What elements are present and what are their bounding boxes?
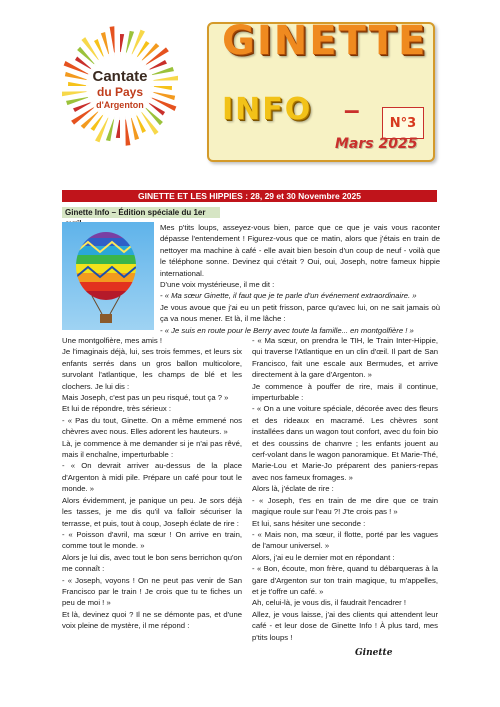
paragraph: Alors là, j'éclate de rire : <box>252 484 334 494</box>
paragraph: Et là, devinez quoi ? Il ne se démonte pas, et d'une voix pleine de mystère, il me répond : <box>62 609 242 631</box>
cantate-logo <box>62 8 178 158</box>
paragraph: - « Joseph, voyons ! On ne peut pas venir de San Francisco par le train ! Je crois que tu te fiches un peu de moi ! » <box>62 575 242 608</box>
paragraph: Ah, celui-là, je vous dis, il faudrait l'encadrer ! <box>252 598 407 608</box>
paragraph: Et lui de répondre, très sérieux : <box>62 404 171 414</box>
article-column-right <box>252 335 438 643</box>
edition-subheading: Ginette Info – Édition spéciale du 1er <box>62 207 220 218</box>
paragraph: - « Bon, écoute, mon frère, quand tu débarqueras à la gare d'Argenton sur ton train magique, tu m'appelles, et je t'offre un café. » <box>252 564 438 596</box>
paragraph: Alors évidemment, je panique un peu. Je sors déjà les tasses, je me dis qu'il va falloir sécuriser la terrasse, et puis, tout à coup, Joseph éclate de rire : <box>62 495 242 528</box>
logo-line-1: Cantate <box>92 68 148 85</box>
intro-text <box>160 222 440 336</box>
sunburst-ray <box>77 47 97 67</box>
article-column-left <box>62 335 242 632</box>
paragraph: Alors je lui dis, avec tout le bon sens berrichon qu'on me connaît : <box>62 552 242 574</box>
sunburst-ray <box>143 105 163 125</box>
paragraph: - « Joseph, t'es en train de me dire que ce train magique roule sur l'eau ?! J'te crois pas ! » <box>252 495 438 517</box>
sunburst-ray <box>81 109 101 129</box>
paragraph: Je l'imaginais déjà, lui, ses trois femmes, et leurs six enfants serrés dans un gros ballon multicolore, survolant l'atlantique, les champs de blé et les clochers. Je lui dis : <box>62 347 242 391</box>
paragraph: D'une voix mystérieuse, il me dit : <box>160 280 275 290</box>
paragraph: - « Ma sœur, on prendra le TIH, le Train Inter-Hippie, qui traverse l'Atlantique en un clin d'œil. Il part de San Francisco, fait une escale aux Bermudes, et arrive directement à la gare d'Argenton. » <box>252 336 438 380</box>
paragraph: Alors, j'ai eu le dernier mot en répondant : <box>252 552 395 562</box>
paragraph: - « On devrait arriver au-dessus de la place d'Argenton à midi pile. Prépare un café pour tout le monde. » <box>62 461 242 494</box>
paragraph: - « Poisson d'avril, ma sœur ! On arrive en train, comme tout le monde. » <box>62 529 242 551</box>
event-banner: GINETTE ET LES HIPPIES : 28, 29 et 30 Novembre 2025 <box>62 190 437 202</box>
paragraph: Mes p'tits loups, asseyez-vous bien, parce que ce que je vais vous raconter dépasse l'entendement ! Figurez-vous que ce matin, alors que j'étais en train de nettoyer ma machine à café - elle avait bien besoin d'un coup de neuf - voilà que le téléphone sonne. Devinez qui c'était ? Oui, oui, Joseph, notre fameux hippie international. <box>160 223 440 278</box>
sunburst-ray <box>139 43 159 63</box>
title-info: INFO <box>222 92 313 127</box>
sunburst-ray <box>110 26 115 56</box>
paragraph: Une montgolfière, mes amis ! <box>62 336 162 345</box>
signature: Ginette <box>355 648 393 658</box>
paragraph: Je commence à pouffer de rire, mais il continue, imperturbable : <box>252 381 438 403</box>
title-ginette: GINETTE <box>222 18 428 64</box>
paragraph: - « Mais non, ma sœur, il flotte, porté par les vagues de l'amour universel. » <box>252 529 438 551</box>
issue-date: Mars 2025 <box>335 136 418 152</box>
sunburst-ray <box>150 76 178 81</box>
paragraph: Là, je commence à me demander si je n'ai pas rêvé, mais il enchaîne, imperturbable : <box>62 438 242 460</box>
paragraph: - « Pas du tout, Ginette. On a même emmené nos chèvres avec nous. Elles adorent les hauteurs. » <box>62 415 242 437</box>
paragraph: - « Je suis en route pour le Berry avec toute la famille... en montgolfière ! » <box>160 325 414 335</box>
issue-number-badge: N°3 <box>382 107 424 139</box>
paragraph: - « On a une voiture spéciale, décorée avec des fleurs et des rideaux en macramé. Les chèvres sont installées dans un wagon tout confort, avec du foin bio et des coussins de chanvre ; les enfants jouent au cerf-volant dans le wagon panoramique. Et Marie-Thé, Marie-Lou et Marie-Jo préparent des paniers-repas avec nos fameux fromages. » <box>252 404 438 482</box>
sunburst-ray <box>62 91 90 96</box>
paragraph: Mais Joseph, c'est pas un peu risqué, tout ça ? » <box>62 393 229 403</box>
logo-line-3: d'Argenton <box>96 100 144 110</box>
paragraph: Allez, je vous laisse, j'ai des clients qui attendent leur café - et leur dose de Ginette Info ! À plus tard, mes p'tits loups ! <box>252 609 438 642</box>
sunburst-ray <box>125 116 130 146</box>
paragraph: - « Ma sœur Ginette, il faut que je te parle d'un événement extraordinaire. » <box>160 291 417 301</box>
title-dash: – <box>344 94 360 125</box>
hot-air-balloon-image <box>62 222 154 330</box>
logo-line-2: du Pays <box>96 85 144 99</box>
paragraph: Et lui, sans hésiter une seconde : <box>252 518 366 528</box>
paragraph: Je vous avoue que j'ai eu un petit frisson, parce qu'avec lui, on ne sait jamais où ça va nous mener. Et là, il me lâche : <box>160 302 440 324</box>
